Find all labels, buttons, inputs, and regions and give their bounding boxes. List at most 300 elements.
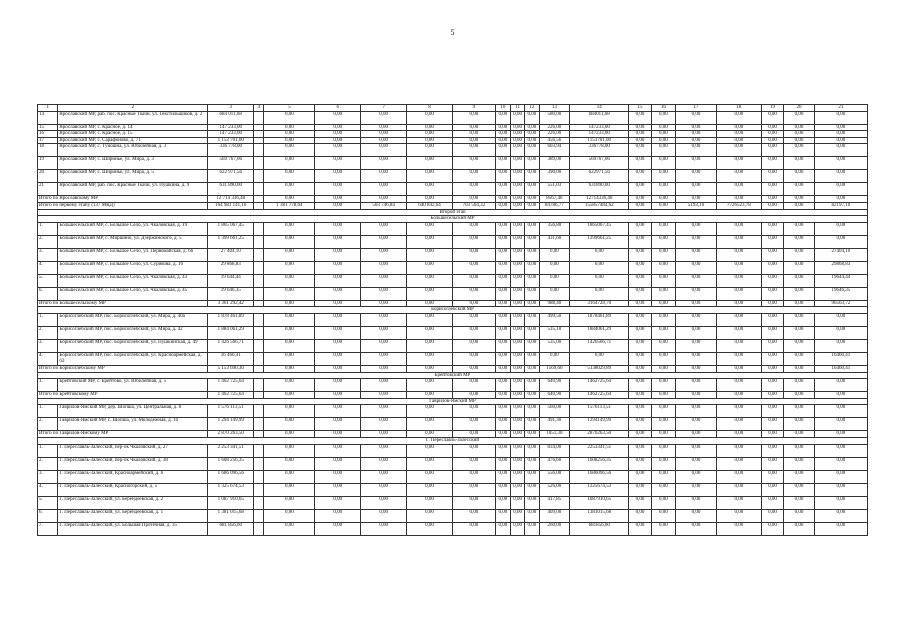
row-number: 19 [38, 157, 58, 170]
table-row [38, 144, 868, 157]
value-cell: 0,00 [629, 431, 651, 438]
value-cell: 0,00 [511, 144, 525, 157]
value-cell: 0,00 [525, 457, 539, 470]
value-cell: 0,00 [315, 352, 361, 365]
row-number: 14 [38, 111, 58, 124]
value-cell: 84786,77 [539, 202, 570, 209]
value-cell: 0,00 [814, 183, 867, 196]
address-cell: Большесельский МР, с. Большое Село, ул. Чкаловская, д. 45 [58, 287, 208, 300]
value-cell: 0,00 [570, 261, 629, 274]
value-cell: 0,00 [784, 287, 815, 300]
value-cell: 1608256,35 [570, 457, 629, 470]
address-cell: Ярославский МР, с. Ширинье, ул. Мира, д. 3 [58, 157, 208, 170]
value-cell: 0,00 [814, 483, 867, 496]
value-cell: 0,00 [651, 365, 675, 372]
value-cell: 0,00 [264, 496, 315, 509]
table-row [38, 124, 868, 131]
address-cell: Ярославский МР, раб. пос. Красные Ткачи, ул. Текстильщиков, д. 2 [58, 111, 208, 124]
row-number: 1. [38, 444, 58, 457]
value-cell: 0,00 [629, 196, 651, 203]
value-cell: 0,00 [651, 392, 675, 399]
value-cell: 0,00 [761, 222, 783, 235]
value-cell: 0,00 [761, 144, 783, 157]
value-cell: 0,00 [651, 326, 675, 339]
value-cell: 0,00 [315, 470, 361, 483]
value-cell: 409,00 [539, 509, 570, 522]
table-row [38, 261, 868, 274]
value-cell: 0,00 [716, 157, 761, 170]
value-cell: 0,00 [511, 124, 525, 131]
value-cell: 0,00 [361, 137, 407, 144]
value-cell: 0,00 [452, 287, 495, 300]
value-cell: 0,00 [511, 287, 525, 300]
section-row [38, 437, 868, 444]
column-number: 11 [511, 105, 525, 112]
value-cell: 0,00 [495, 457, 510, 470]
value-cell: 0,00 [761, 196, 783, 203]
address-cell: Гаврилов-Ямский МР, с. Шопша, ул. Молодежная, д. 10 [58, 418, 208, 431]
value-cell: 0,00 [511, 202, 525, 209]
value-cell: 0,00 [452, 144, 495, 157]
value-cell: 0,00 [525, 137, 539, 144]
value-cell: 0,00 [495, 405, 510, 418]
value-cell: 0,00 [525, 405, 539, 418]
value-cell: 0,00 [525, 313, 539, 326]
row-number: 17 [38, 137, 58, 144]
value-cell: 0,00 [761, 405, 783, 418]
value-cell: 0,00 [525, 261, 539, 274]
value-cell: 0,00 [716, 379, 761, 392]
value-cell: 0,00 [761, 274, 783, 287]
value-cell: 0,00 [676, 111, 717, 124]
column-number: 3 [208, 105, 254, 112]
value-cell: 2 253 341,51 [208, 444, 254, 457]
table-row [38, 222, 868, 235]
value-cell: 0,00 [525, 170, 539, 183]
value-cell: 0,00 [784, 137, 815, 144]
value-cell: 0,00 [651, 248, 675, 261]
value-cell: 0,00 [814, 222, 867, 235]
value-cell: 1865067,45 [570, 222, 629, 235]
value-cell: 684011,68 [570, 111, 629, 124]
value-cell: 0,00 [511, 379, 525, 392]
value-cell: 147233,00 [570, 131, 629, 138]
value-cell: 0,00 [716, 365, 761, 372]
value-cell: 0,00 [495, 124, 510, 131]
value-cell: 0,00 [525, 196, 539, 203]
value-cell: 226,00 [539, 124, 570, 131]
value-cell: 0,00 [407, 248, 453, 261]
value-cell: 0,00 [629, 418, 651, 431]
value-cell: 0,00 [784, 392, 815, 399]
section-title: Гаврилов-Ямский МР [38, 398, 868, 405]
value-cell: 1 087 910,65 [208, 496, 254, 509]
value-cell: 0,00 [452, 183, 495, 196]
value-cell: 0,00 [629, 131, 651, 138]
value-cell: 0,00 [511, 457, 525, 470]
value-cell: 155857484,62 [570, 202, 629, 209]
value-cell: 0,00 [539, 274, 570, 287]
table-row [38, 418, 868, 431]
value-cell: 0,00 [814, 522, 867, 535]
value-cell: 0,00 [651, 483, 675, 496]
value-cell: 0,00 [452, 248, 495, 261]
value-cell: 0,00 [716, 131, 761, 138]
section-row [38, 372, 868, 379]
address-cell: Ярославский МР, с. Красное, д. 15 [58, 131, 208, 138]
total-row [38, 196, 868, 203]
value-cell: 0,00 [651, 111, 675, 124]
row-number: 5. [38, 274, 58, 287]
value-cell [254, 392, 264, 399]
value-cell: 0,00 [629, 300, 651, 307]
value-cell: 0,00 [407, 522, 453, 535]
row-number: 4. [38, 261, 58, 274]
value-cell: 0,00 [511, 470, 525, 483]
value-cell [254, 365, 264, 372]
value-cell: 0,00 [525, 470, 539, 483]
value-cell: 0,00 [784, 365, 815, 372]
total-row [38, 392, 868, 399]
value-cell: 0,00 [716, 300, 761, 307]
value-cell: 556,00 [539, 470, 570, 483]
value-cell: 2 870 263,50 [208, 431, 254, 438]
address-cell: Г. Переславль-Залесский, ул. Берендеевская, д. 1 [58, 509, 208, 522]
value-cell: 0,00 [452, 196, 495, 203]
value-cell: 0,00 [784, 124, 815, 131]
value-cell: 0,00 [264, 287, 315, 300]
value-cell: 0,00 [361, 124, 407, 131]
value-cell: 226,00 [539, 131, 570, 138]
value-cell: 0,00 [511, 170, 525, 183]
value-cell: 0,00 [629, 274, 651, 287]
value-cell: 19644,44 [814, 274, 867, 287]
address-cell: Г. Переславль-Залесский, ул. Большая Протечная, д. 35 [58, 522, 208, 535]
value-cell: 0,00 [525, 157, 539, 170]
row-number: 15 [38, 124, 58, 131]
value-cell: 0,00 [264, 470, 315, 483]
value-cell: 0,00 [525, 274, 539, 287]
value-cell: 0,00 [570, 352, 629, 365]
value-cell: 164 983 141,16 [208, 202, 254, 209]
value-cell: 0,00 [629, 313, 651, 326]
table-row [38, 496, 868, 509]
total-label: Итого по Гаврилов-Ямскому МР [38, 431, 208, 438]
row-number: 1. [38, 222, 58, 235]
value-cell: 16460,41 [814, 365, 867, 372]
value-cell: 0,00 [361, 170, 407, 183]
value-cell: 0,00 [676, 418, 717, 431]
value-cell: 0,00 [361, 339, 407, 352]
row-number: 16 [38, 131, 58, 138]
address-cell: Брейтовский МР, с. Брейтово, ул. Юбилейная, д. 5 [58, 379, 208, 392]
value-cell: 0,00 [315, 183, 361, 196]
value-cell: 0,00 [452, 124, 495, 131]
value-cell: 0,00 [452, 339, 495, 352]
value-cell: 0,00 [264, 131, 315, 138]
value-cell: 0,00 [651, 274, 675, 287]
value-cell: 0,00 [525, 365, 539, 372]
value-cell: 0,00 [814, 124, 867, 131]
value-cell: 0,00 [716, 444, 761, 457]
value-cell: 0,00 [264, 274, 315, 287]
value-cell: 1 381 015,68 [208, 509, 254, 522]
value-cell: 0,00 [495, 202, 510, 209]
value-cell: 0,00 [651, 261, 675, 274]
value-cell: 1 878 461,89 [208, 313, 254, 326]
value-cell: 0,00 [676, 352, 717, 365]
value-cell: 0,00 [716, 405, 761, 418]
value-cell: 0,00 [716, 470, 761, 483]
value-cell: 0,00 [361, 274, 407, 287]
value-cell: 0,00 [651, 144, 675, 157]
value-cell: 0,00 [676, 444, 717, 457]
value-cell: 336 778,00 [208, 144, 254, 157]
address-cell: Г. Переславль-Залесский, Красноармейский, д. 6 [58, 470, 208, 483]
value-cell: 0,00 [511, 365, 525, 372]
value-cell: 0,00 [716, 137, 761, 144]
value-cell: 0,00 [676, 522, 717, 535]
value-cell: 0,00 [495, 431, 510, 438]
value-cell: 0,00 [525, 183, 539, 196]
value-cell: 0,00 [676, 287, 717, 300]
value-cell [254, 111, 264, 124]
value-cell: 0,00 [651, 235, 675, 248]
value-cell: 1 865 067,45 [208, 222, 254, 235]
value-cell: 0,00 [676, 365, 717, 372]
value-cell: 0,00 [315, 274, 361, 287]
value-cell: 0,00 [716, 196, 761, 203]
value-cell [254, 339, 264, 352]
value-cell: 0,00 [784, 157, 815, 170]
value-cell: 0,00 [264, 483, 315, 496]
value-cell: 0,00 [452, 222, 495, 235]
value-cell: 0,00 [629, 183, 651, 196]
value-cell: 0,00 [784, 379, 815, 392]
total-label: Итого по первому этапу (137 МКД) [38, 202, 208, 209]
value-cell: 0,00 [407, 392, 453, 399]
value-cell: 0,00 [407, 261, 453, 274]
value-cell: 389,00 [539, 157, 570, 170]
value-cell: 0,00 [264, 222, 315, 235]
column-number: 15 [629, 105, 651, 112]
value-cell: 0,00 [814, 496, 867, 509]
value-cell: 0,00 [407, 418, 453, 431]
value-cell: 526,00 [539, 483, 570, 496]
value-cell: 0,00 [315, 509, 361, 522]
value-cell: 535,10 [539, 326, 570, 339]
value-cell: 0,00 [361, 444, 407, 457]
value-cell: 535,00 [539, 339, 570, 352]
value-cell: 0,00 [716, 124, 761, 131]
table-row [38, 137, 868, 144]
value-cell: 27 404,10 [208, 248, 254, 261]
value-cell: 0,00 [651, 157, 675, 170]
value-cell [254, 483, 264, 496]
value-cell: 0,00 [315, 405, 361, 418]
row-number: 3. [38, 470, 58, 483]
value-cell: 0,00 [495, 379, 510, 392]
total-label: Итого по Борисоглебскому МР [38, 365, 208, 372]
value-cell [254, 431, 264, 438]
value-cell: 0,00 [511, 392, 525, 399]
value-cell: 0,00 [495, 509, 510, 522]
row-number: 4. [38, 483, 58, 496]
value-cell: 0,00 [629, 522, 651, 535]
value-cell: 0,00 [716, 170, 761, 183]
value-cell: 0,00 [784, 496, 815, 509]
value-cell: 0,00 [525, 248, 539, 261]
value-cell: 0,00 [784, 235, 815, 248]
value-cell: 1462725,64 [570, 379, 629, 392]
value-cell: 0,00 [407, 235, 453, 248]
value-cell: 0,00 [629, 235, 651, 248]
value-cell: 703 564,32 [452, 202, 495, 209]
value-cell: 0,00 [814, 418, 867, 431]
value-cell: 0,00 [784, 313, 815, 326]
value-cell: 0,00 [761, 365, 783, 372]
value-cell: 0,00 [315, 111, 361, 124]
value-cell: 0,00 [525, 144, 539, 157]
value-cell: 640,90 [539, 392, 570, 399]
value-cell: 560,00 [539, 405, 570, 418]
value-cell: 0,00 [716, 274, 761, 287]
value-cell: 0,00 [761, 444, 783, 457]
section-row [38, 398, 868, 405]
value-cell: 0,00 [511, 522, 525, 535]
total-label: Итого по Ярославскому МР [38, 196, 208, 203]
value-cell: 0,00 [761, 170, 783, 183]
value-cell: 0,00 [676, 457, 717, 470]
value-cell: 0,00 [784, 222, 815, 235]
value-cell: 0,00 [495, 522, 510, 535]
value-cell: 0,00 [651, 418, 675, 431]
column-number: 14 [570, 105, 629, 112]
value-cell: 0,00 [361, 157, 407, 170]
value-cell: 0,00 [511, 222, 525, 235]
column-number: 21 [814, 105, 867, 112]
program-table [37, 104, 868, 536]
value-cell: 0,00 [629, 326, 651, 339]
value-cell: 0,00 [784, 274, 815, 287]
value-cell: 0,00 [407, 326, 453, 339]
value-cell: 356,80 [539, 222, 570, 235]
value-cell: 0,00 [525, 300, 539, 307]
value-cell: 417,85 [539, 496, 570, 509]
value-cell: 1087910,65 [570, 496, 629, 509]
value-cell: 0,00 [452, 483, 495, 496]
value-cell: 0,00 [784, 483, 815, 496]
value-cell: 1 294 149,99 [208, 418, 254, 431]
value-cell: 0,00 [407, 196, 453, 203]
value-cell: 681856,60 [570, 522, 629, 535]
value-cell: 0,00 [676, 196, 717, 203]
value-cell: 0,00 [452, 509, 495, 522]
value-cell: 0,00 [784, 352, 815, 365]
value-cell: 0,00 [676, 144, 717, 157]
value-cell: 0,00 [452, 379, 495, 392]
value-cell: 0,00 [814, 457, 867, 470]
value-cell: 96563,72 [814, 300, 867, 307]
value-cell: 0,00 [676, 157, 717, 170]
value-cell: 1 462 725,64 [208, 379, 254, 392]
column-number: 8 [407, 105, 453, 112]
value-cell: 0,00 [814, 470, 867, 483]
value-cell: 0,00 [570, 287, 629, 300]
value-cell [254, 287, 264, 300]
value-cell: 0,00 [784, 111, 815, 124]
value-cell: 0,00 [511, 418, 525, 431]
value-cell: 499,50 [539, 313, 570, 326]
value-cell: 0,00 [676, 483, 717, 496]
value-cell: 0,00 [814, 170, 867, 183]
value-cell: 0,00 [315, 365, 361, 372]
value-cell: 0,00 [761, 457, 783, 470]
value-cell: 0,00 [452, 405, 495, 418]
value-cell: 0,00 [452, 157, 495, 170]
value-cell: 0,00 [495, 274, 510, 287]
value-cell: 0,00 [525, 339, 539, 352]
value-cell: 0,00 [407, 287, 453, 300]
value-cell: 0,00 [629, 111, 651, 124]
value-cell: 0,00 [676, 300, 717, 307]
value-cell: 0,00 [651, 457, 675, 470]
value-cell: 491,30 [539, 418, 570, 431]
value-cell: 0,00 [264, 431, 315, 438]
value-cell: 0,00 [315, 287, 361, 300]
value-cell: 0,00 [629, 202, 651, 209]
value-cell: 0,00 [452, 418, 495, 431]
value-cell: 0,00 [784, 248, 815, 261]
value-cell: 834,00 [539, 444, 570, 457]
value-cell: 0,00 [452, 365, 495, 372]
value-cell: 0,00 [361, 392, 407, 399]
total-label: Итого по Брейтовскому МР [38, 392, 208, 399]
value-cell [254, 261, 264, 274]
value-cell: 0,00 [407, 131, 453, 138]
value-cell: 1426566,71 [570, 339, 629, 352]
value-cell: 0,00 [784, 444, 815, 457]
value-cell: 1153701,00 [570, 137, 629, 144]
value-cell: 0,00 [784, 339, 815, 352]
total-label: Итого по Большесельскому МР [38, 300, 208, 307]
value-cell: 0,00 [495, 352, 510, 365]
value-cell: 988,40 [539, 300, 570, 307]
value-cell: 1878461,89 [570, 313, 629, 326]
value-cell: 1 399 661,25 [208, 235, 254, 248]
value-cell: 0,00 [651, 444, 675, 457]
value-cell [254, 509, 264, 522]
address-cell: Гаврилов-Ямский МР, дер. Шопшa, ул. Центральная, д. 8 [58, 405, 208, 418]
value-cell: 0,00 [361, 248, 407, 261]
value-cell: 0,00 [539, 352, 570, 365]
value-cell: 0,00 [629, 222, 651, 235]
row-number: 1. [38, 405, 58, 418]
value-cell: 0,00 [452, 444, 495, 457]
value-cell: 0,00 [629, 287, 651, 300]
value-cell: 0,00 [629, 248, 651, 261]
value-cell: 0,00 [676, 496, 717, 509]
value-cell: 569 767,06 [208, 157, 254, 170]
address-cell: Ярославский МР, с. Сарафоново, д. 71 [58, 137, 208, 144]
value-cell: 0,00 [539, 287, 570, 300]
table-row [38, 183, 868, 196]
value-cell: 0,00 [651, 352, 675, 365]
value-cell: 0,00 [407, 352, 453, 365]
value-cell: 0,00 [264, 379, 315, 392]
value-cell: 0,00 [264, 196, 315, 203]
value-cell: 0,00 [361, 261, 407, 274]
